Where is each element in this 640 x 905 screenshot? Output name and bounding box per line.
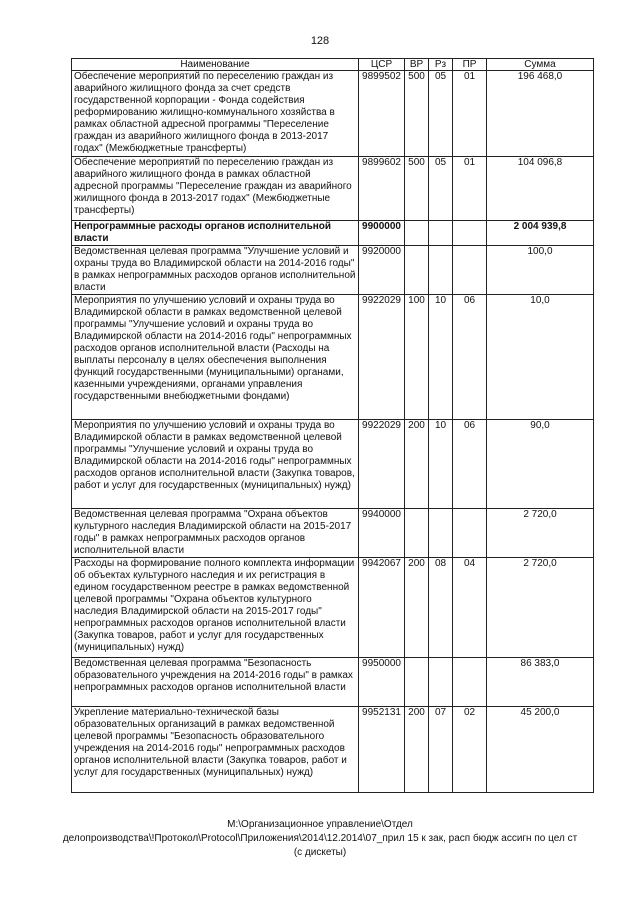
row-pr: 01 (453, 71, 487, 157)
row-vr: 200 (405, 420, 429, 509)
row-name: Укрепление материально-технической базы образовательных организаций в рамках ведомственной целевой программы "Безопасность образовательного учреждения на 2014-2016 годы" непрограммных расходов органов исполнительной власти (Закупка товаров, работ и услуг для государственных (муниципальных) нужд) (72, 707, 359, 793)
table-row (72, 246, 594, 295)
row-rz: 05 (429, 157, 453, 221)
footer-line-3: (с дискеты) (293, 847, 347, 858)
row-rz (429, 509, 453, 558)
row-vr (405, 221, 429, 246)
table-row (72, 71, 594, 157)
row-csr: 9942067 (359, 558, 405, 658)
row-pr: 01 (453, 157, 487, 221)
row-rz (429, 658, 453, 707)
row-pr: 02 (453, 707, 487, 793)
table-row (72, 509, 594, 558)
row-csr: 9899602 (359, 157, 405, 221)
row-csr: 9922029 (359, 420, 405, 509)
row-csr: 9920000 (359, 246, 405, 295)
row-sum: 100,0 (487, 246, 594, 295)
row-csr: 9899502 (359, 71, 405, 157)
row-csr: 9900000 (359, 221, 405, 246)
row-csr: 9952131 (359, 707, 405, 793)
header-pr: ПР (453, 59, 487, 71)
row-rz: 10 (429, 295, 453, 420)
row-sum: 45 200,0 (487, 707, 594, 793)
row-sum: 2 720,0 (487, 558, 594, 658)
row-sum: 86 383,0 (487, 658, 594, 707)
row-csr: 9950000 (359, 658, 405, 707)
row-vr: 200 (405, 558, 429, 658)
table-row (72, 420, 594, 509)
row-vr (405, 246, 429, 295)
row-vr: 500 (405, 157, 429, 221)
table-row (72, 707, 594, 793)
row-vr: 200 (405, 707, 429, 793)
row-name: Расходы на формирование полного комплекта информации об объектах культурного наследия и их регистрация в едином государственном реестре в рамках ведомственной целевой программы "Охрана объектов культурного наследия Владимирской области на 2015-2017 годы" непрограммных расходов органов исполнительной власти (Закупка товаров, работ и услуг для государственных (муниципальных) нужд) (72, 558, 359, 658)
row-vr: 100 (405, 295, 429, 420)
header-vr: ВР (405, 59, 429, 71)
header-name: Наименование (72, 59, 359, 71)
row-csr: 9922029 (359, 295, 405, 420)
row-pr (453, 509, 487, 558)
row-sum: 2 004 939,8 (487, 221, 594, 246)
budget-table (71, 58, 594, 793)
row-csr: 9940000 (359, 509, 405, 558)
row-name: Непрограммные расходы органов исполнительной власти (72, 221, 359, 246)
row-pr: 06 (453, 295, 487, 420)
table-row (72, 157, 594, 221)
table-row (72, 558, 594, 658)
row-rz: 07 (429, 707, 453, 793)
row-pr: 06 (453, 420, 487, 509)
row-vr (405, 509, 429, 558)
row-rz: 10 (429, 420, 453, 509)
row-sum: 104 096,8 (487, 157, 594, 221)
row-sum: 196 468,0 (487, 71, 594, 157)
row-vr: 500 (405, 71, 429, 157)
row-name: Ведомственная целевая программа "Улучшение условий и охраны труда во Владимирской области на 2014-2016 годы" в рамках непрограммных расходов органов исполнительной власти (72, 246, 359, 295)
row-name: Обеспечение мероприятий по переселению граждан из аварийного жилищного фонда в рамках областной адресной программы "Переселение граждан из аварийного жилищного фонда в 2013-2017 годах" (Межбюджетные трансферты) (72, 157, 359, 221)
header-sum: Сумма (487, 59, 594, 71)
row-rz: 08 (429, 558, 453, 658)
row-name: Ведомственная целевая программа "Охрана объектов культурного наследия Владимирской области на 2015-2017 годы" в рамках непрограммных расходов органов исполнительной власти (72, 509, 359, 558)
row-name: Мероприятия по улучшению условий и охраны труда во Владимирской области в рамках ведомственной целевой программы "Улучшение условий и охраны труда во Владимирской области на 2014-2016 годы" непрограммных расходов органов исполнительной власти (Закупка товаров, работ и услуг для государственных (муниципальных) нужд) (72, 420, 359, 509)
row-rz (429, 221, 453, 246)
row-name: Обеспечение мероприятий по переселению граждан из аварийного жилищного фонда за счет средств государственной корпорации - Фонда содействия реформированию жилищно-коммунального хозяйства в рамках областной адресной программы "Переселение граждан из аварийного жилищного фонда в 2013-2017 годах" (Межбюджетные трансферты) (72, 71, 359, 157)
row-pr: 04 (453, 558, 487, 658)
footer-line-1: М:\Организационное управление\Отдел (227, 819, 413, 830)
footer-line-2: делопроизводства\!Протокол\Protocol\Приложения\2014\12.2014\07_прил 15 к зак, расп бюдж ассигн по цел ст (62, 833, 578, 844)
row-pr (453, 246, 487, 295)
table-row (72, 658, 594, 707)
page-number: 128 (310, 35, 330, 47)
row-vr (405, 658, 429, 707)
row-sum: 90,0 (487, 420, 594, 509)
header-rz: Рз (429, 59, 453, 71)
row-name: Ведомственная целевая программа "Безопасность образовательного учреждения на 2014-2016 годы" в рамках непрограммных расходов органов исполнительной власти (72, 658, 359, 707)
row-sum: 2 720,0 (487, 509, 594, 558)
table-row (72, 295, 594, 420)
row-rz: 05 (429, 71, 453, 157)
row-sum: 10,0 (487, 295, 594, 420)
row-pr (453, 221, 487, 246)
row-name: Мероприятия по улучшению условий и охраны труда во Владимирской области в рамках ведомственной целевой программы "Улучшение условий и охраны труда во Владимирской области на 2014-2016 годы" непрограммных расходов органов исполнительной власти (Расходы на выплаты персоналу в целях обеспечения выполнения функций государственными (муниципальными) органами, казенными учреждениями, органами управления государственными внебюджетными фондами) (72, 295, 359, 420)
table-header-row (72, 59, 594, 71)
file-path-footer (0, 818, 640, 860)
header-csr: ЦСР (359, 59, 405, 71)
row-pr (453, 658, 487, 707)
row-rz (429, 246, 453, 295)
table-row (72, 221, 594, 246)
